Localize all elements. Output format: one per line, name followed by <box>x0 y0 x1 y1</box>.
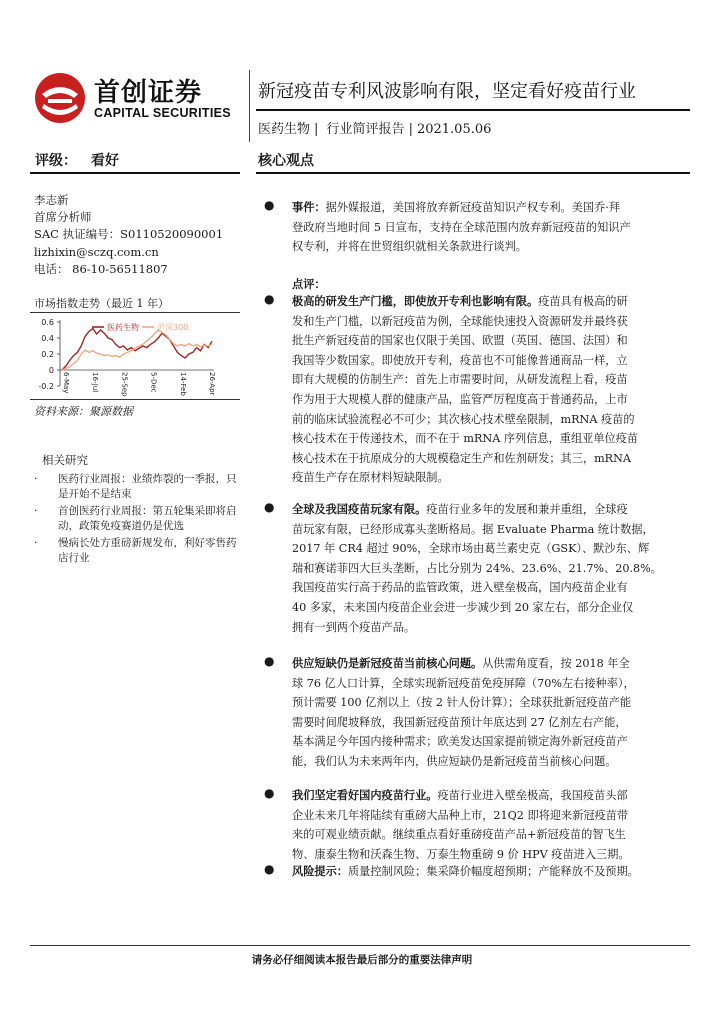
logo-text-en: CAPITAL SECURITIES <box>94 106 231 120</box>
bullet-icon: ● <box>264 654 275 668</box>
market-index-chart <box>30 314 240 398</box>
x-tick-label: 16-Jul <box>91 372 100 393</box>
y-tick-label: 0 <box>48 366 54 375</box>
chart-top-rule <box>30 312 240 313</box>
x-tick-label: 14-Feb <box>178 372 187 396</box>
para-lead: 我们坚定看好国内疫苗行业。 <box>292 788 438 802</box>
x-tick-label: 26-Apr <box>208 372 216 396</box>
analyst-role: 首席分析师 <box>34 210 92 225</box>
paragraph-barrier: ● 极高的研发生产门槛，即使放开专利也影响有限。疫苗具有极高的研 发和生产门槛，以新冠疫苗为例，全球能快速投入资源研发并最终获 批生产新冠疫苗的国家也仅限于美国、欧盟（英国、德国、法国）和 我国等少数国家。即使放开专利，疫苗也不可能像普通商品一样，立 即有大规模的仿制生产：首先上市需要时间，从研发流程上看，疫苗 作为用于大规模人群的健康产品，监管严厉程度高于普通药品，上市 前的临床试验流程必不可少；其次核心技术壁垒限制，mRNA 疫苗的 核心技术在于传递技术，而不在于 mRNA 序列信息，重组亚单位疫苗 核心技术在于抗原成分的大规模稳定生产和佐剂研发；其三，mRNA 疫苗生产存在原材料短缺限制。 <box>264 292 639 485</box>
paragraph-risk: ● 风险提示：质量控制风险；集采降价幅度超预期；产能释放不及预期。 <box>264 862 639 878</box>
para-lead: 全球及我国疫苗玩家有限。 <box>292 502 427 516</box>
legend-label: 医药生物 <box>107 323 139 332</box>
para-lead: 极高的研发生产门槛，即使放开专利也影响有限。 <box>292 294 539 308</box>
x-tick-label: 5-Dec <box>149 372 158 393</box>
company-logo <box>34 70 244 126</box>
analyst-phone: 电话： 86-10-56511807 <box>34 261 168 276</box>
core-views-title: 核心观点 <box>258 153 314 169</box>
related-research-title: 相关研究 <box>42 453 88 467</box>
x-tick-label: 6-May <box>62 372 70 394</box>
bullet-dot: · <box>34 505 38 517</box>
analyst-info <box>34 192 223 278</box>
bullet-icon: ● <box>264 862 275 876</box>
report-subtitle <box>258 118 495 137</box>
analyst-email[interactable]: lizhixin@sczq.com.cn <box>34 244 159 259</box>
paragraph-players: ● 全球及我国疫苗玩家有限。疫苗行业多年的发展和兼并重组，全球疫 苗玩家有限，已经形成寡头垄断格局。据 Evaluate Pharma 统计数据， 2017 年 CR4 超过 90%，全球市场由葛兰素史克（GSK）、默沙东、辉 瑞和赛诺菲四大巨头垄断，占比分别为 24%、23.6%、21.7%、20.8%。 我国疫苗实行高于药品的监管政策，进入壁垒极高，国内疫苗企业有 40 多家，未来国内疫苗企业会进一步减少到 20 家左右，部分企业仅 拥有一到两个疫苗产品。 <box>264 500 662 634</box>
analyst-sac: SAC 执证编号：S0110520090001 <box>34 227 224 242</box>
logo-text-cn: 首创证券 <box>94 78 203 108</box>
rating-rule <box>30 172 240 174</box>
series-line-pharma <box>62 328 212 370</box>
paragraph-event: ● 事件：据外媒报道，美国将放弃新冠疫苗知识产权专利。美国乔·拜 登政府当地时间 5 日宣布，支持在全球范围内放弃新冠疫苗的知识产 权专利，并将在世贸组织就相关条款进行谈判。 <box>264 198 631 254</box>
footer-rule <box>30 945 690 946</box>
separator: | <box>314 122 319 137</box>
report-date: 2021.05.06 <box>416 122 492 137</box>
para-lead: 事件： <box>292 200 326 214</box>
core-rule <box>256 172 690 174</box>
rating-label: 评级： <box>35 153 77 169</box>
bullet-dot: · <box>34 473 38 485</box>
para-lead: 供应短缺仍是新冠疫苗当前核心问题。 <box>292 656 483 670</box>
legal-disclaimer: 请务必仔细阅读本报告最后部分的重要法律声明 <box>251 954 473 966</box>
report-title: 新冠疫苗专利风波影响有限，坚定看好疫苗行业 <box>258 81 636 102</box>
y-tick-label: 0.6 <box>41 318 54 327</box>
paragraph-supply: ● 供应短缺仍是新冠疫苗当前核心问题。从供需角度看，按 2018 年全 球 76 亿人口计算，全球实现新冠疫苗免疫屏障（70%左右接种率）， 预计需要 100 亿剂以上（按 2 针人份计算）；全球获批新冠疫苗产能 需要时间爬坡释放，我国新冠疫苗预计年底达到 27 亿剂左右产能， 基本满足今年国内接种需求；欧美发达国家提前锁定海外新冠疫苗产 能，我们认为未来两年内，供应短缺仍是新冠疫苗当前核心问题。 <box>264 654 635 768</box>
header-divider <box>249 70 250 142</box>
bullet-icon: ● <box>264 292 275 306</box>
related-research-list <box>34 472 244 568</box>
related-item[interactable]: · 医药行业周报：业绩炸裂的一季报，只是开始不是结束 <box>34 473 237 500</box>
chart-bottom-rule <box>30 399 240 400</box>
logo-mark-icon <box>34 72 86 124</box>
legend-label: 沪深300 <box>157 323 189 332</box>
chart-source: 资料来源：聚源数据 <box>34 405 133 418</box>
bullet-icon: ● <box>264 786 275 800</box>
x-tick-label: 25-Sep <box>120 372 129 397</box>
related-item[interactable]: · 慢病长处方重磅新规发布，利好零售药店行业 <box>34 537 237 564</box>
para-lead: 风险提示： <box>292 864 348 878</box>
y-tick-label: 0.2 <box>41 350 54 359</box>
rating <box>35 150 119 170</box>
rating-value: 看好 <box>91 153 119 169</box>
bullet-icon: ● <box>264 500 275 514</box>
analyst-name: 李志新 <box>34 193 69 207</box>
bullet-dot: · <box>34 537 38 549</box>
separator: | <box>408 122 413 137</box>
y-tick-label: -0.2 <box>38 382 54 391</box>
commentary-label: 点评： <box>292 277 326 291</box>
related-item[interactable]: · 首创医药行业周报：第五轮集采即将启动，政策免疫赛道仍是优选 <box>34 505 237 532</box>
chart-title: 市场指数走势（最近 1 年） <box>34 297 169 310</box>
bullet-icon: ● <box>264 198 275 212</box>
title-rule <box>256 109 690 111</box>
paragraph-outlook: ● 我们坚定看好国内疫苗行业。疫苗行业进入壁垒极高，我国疫苗头部 企业未来几年将陆续有重磅大品种上市，21Q2 即将迎来新冠疫苗带 来的可观业绩贡献。继续重点看好重磅疫苗产品+新冠疫苗的智飞生 物、康泰生物和沃森生物、万泰生物重磅 9 价 HPV 疫苗进入三期。 <box>264 786 630 861</box>
report-type: 行业简评报告 <box>326 122 405 137</box>
y-tick-label: 0.4 <box>41 334 54 343</box>
industry-name: 医药生物 <box>258 122 311 137</box>
